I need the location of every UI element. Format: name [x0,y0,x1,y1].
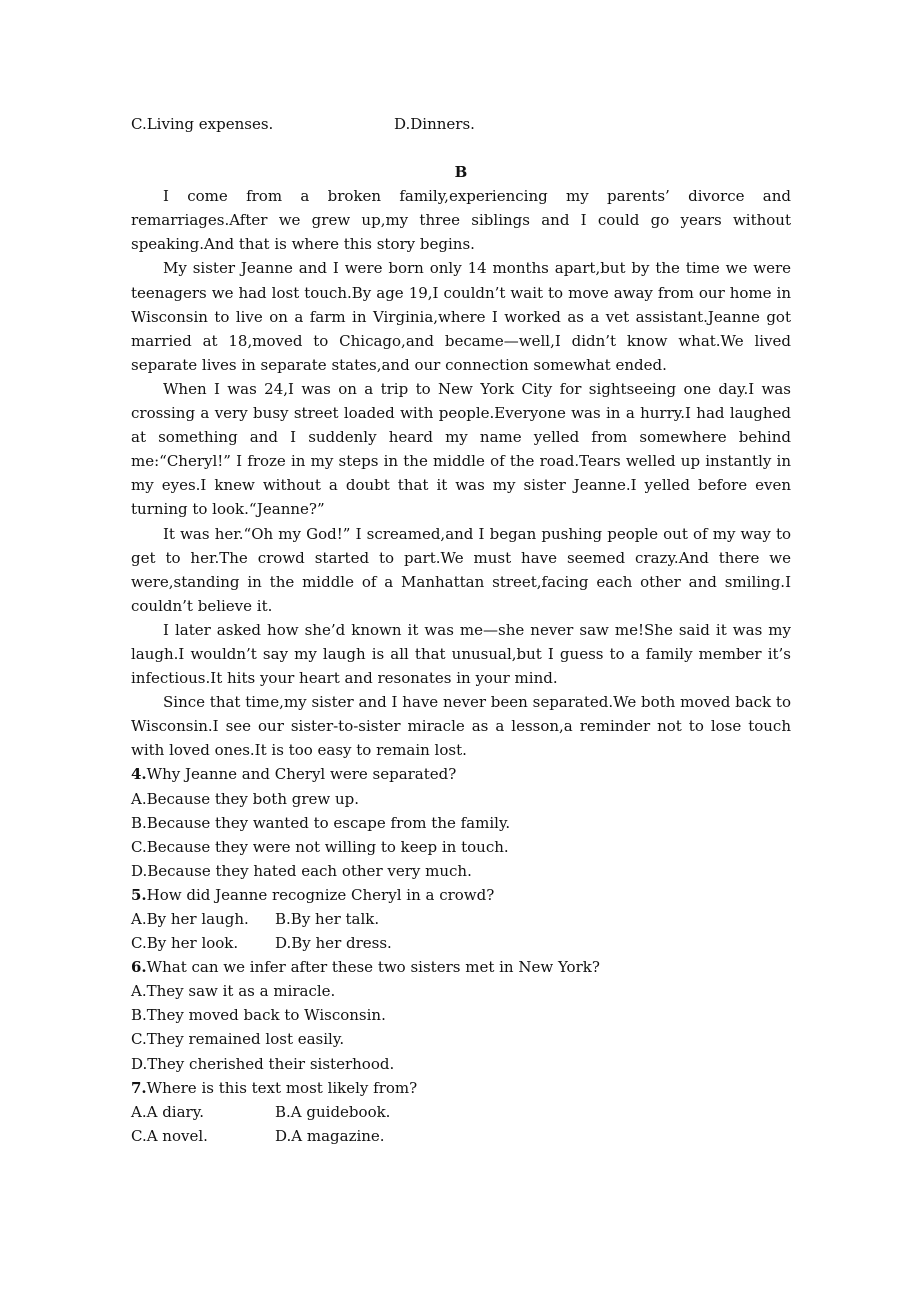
passage-paragraph-4: It was her.“Oh my God!” I screamed,and I began pushing people out of my way to get to her.The crowd started to part.We must have seemed crazy.And there we were,standing in the middle of a Manhattan street,facing each other and smiling.I couldn’t believe it. [131,524,791,615]
question-text: What can we infer after these two sisters met in New York? [146,958,600,977]
option-c: C.By her look. [131,934,239,953]
question-number: 4. [131,765,147,784]
question-7 [131,1076,791,1100]
passage-paragraph-5: I later asked how she’d known it was me—she never saw me!She said it was my laugh.I wouldn’t say my laugh is all that unusual,but I guess to a family member it’s infectious.It hits your heart and resonates in your mind. [131,620,791,688]
option-d: D.They cherished their sisterhood. [131,1054,395,1073]
question-number: 7. [131,1078,147,1097]
question-text: How did Jeanne recognize Cheryl in a crowd? [146,885,495,904]
question-number: 6. [131,958,147,977]
question-text: Why Jeanne and Cheryl were separated? [146,765,457,784]
prev-question-options [131,112,791,136]
option-c: C.A novel. [131,1126,208,1145]
option-d: D.By her dress. [275,934,392,953]
section-title: B [454,163,468,182]
passage-paragraph-2: My sister Jeanne and I were born only 14 months apart,but by the time we were teenagers we had lost touch.By age 19,I couldn’t wait to move away from our home in Wisconsin to live on a farm in Virginia,where I worked as a vet assistant.Jeanne got married at 18,moved to Chicago,and became—well,I didn’t know what.We lived separate lives in separate states,and our connection somewhat ended. [131,259,791,374]
option-d: D.Dinners. [394,115,475,133]
question-4 [131,762,791,786]
option-c: C.They remained lost easily. [131,1030,345,1049]
question-text: Where is this text most likely from? [146,1078,418,1097]
page-content [131,112,791,1148]
option-d: D.Because they hated each other very much. [131,861,472,880]
option-row [131,1100,791,1124]
option-c: C.Because they were not willing to keep in touch. [131,837,509,856]
option-a: A.A diary. [131,1102,204,1121]
option-d: D.A magazine. [275,1126,385,1145]
question-number: 5. [131,885,147,904]
option-a: A.Because they both grew up. [131,789,360,808]
option-b: B.By her talk. [275,910,380,928]
passage-paragraph-1: I come from a broken family,experiencing my parents’ divorce and remarriages.After we grew up,my three siblings and I could go years without speaking.And that is where this story begins. [131,187,791,254]
option-row [131,907,791,931]
option-b: B.They moved back to Wisconsin. [131,1006,386,1025]
option-b: B.A guidebook. [275,1102,391,1121]
option-row [131,931,791,955]
passage-paragraph-6: Since that time,my sister and I have never been separated.We both moved back to Wisconsin.I see our sister-to-sister miracle as a lesson,a reminder not to lose touch with loved ones.It is too easy to remain lost. [131,693,791,760]
question-6 [131,955,791,979]
option-a: A.They saw it as a miracle. [131,982,336,1001]
option-c: C.Living expenses. [131,115,274,133]
passage-paragraph-3: When I was 24,I was on a trip to New York City for sightseeing one day.I was crossing a very busy street loaded with people.Everyone was in a hurry.I had laughed at something and I suddenly heard my name yelled from somewhere behind me:“Cheryl!” I froze in my steps in the middle of the road.Tears welled up instantly in my eyes.I knew without a doubt that it was my sister Jeanne.I yelled before even turning to look.“Jeanne?” [131,379,791,519]
option-a: A.By her laugh. [131,910,249,928]
option-row [131,1124,791,1148]
question-5 [131,883,791,907]
option-b: B.Because they wanted to escape from the family. [131,813,511,832]
